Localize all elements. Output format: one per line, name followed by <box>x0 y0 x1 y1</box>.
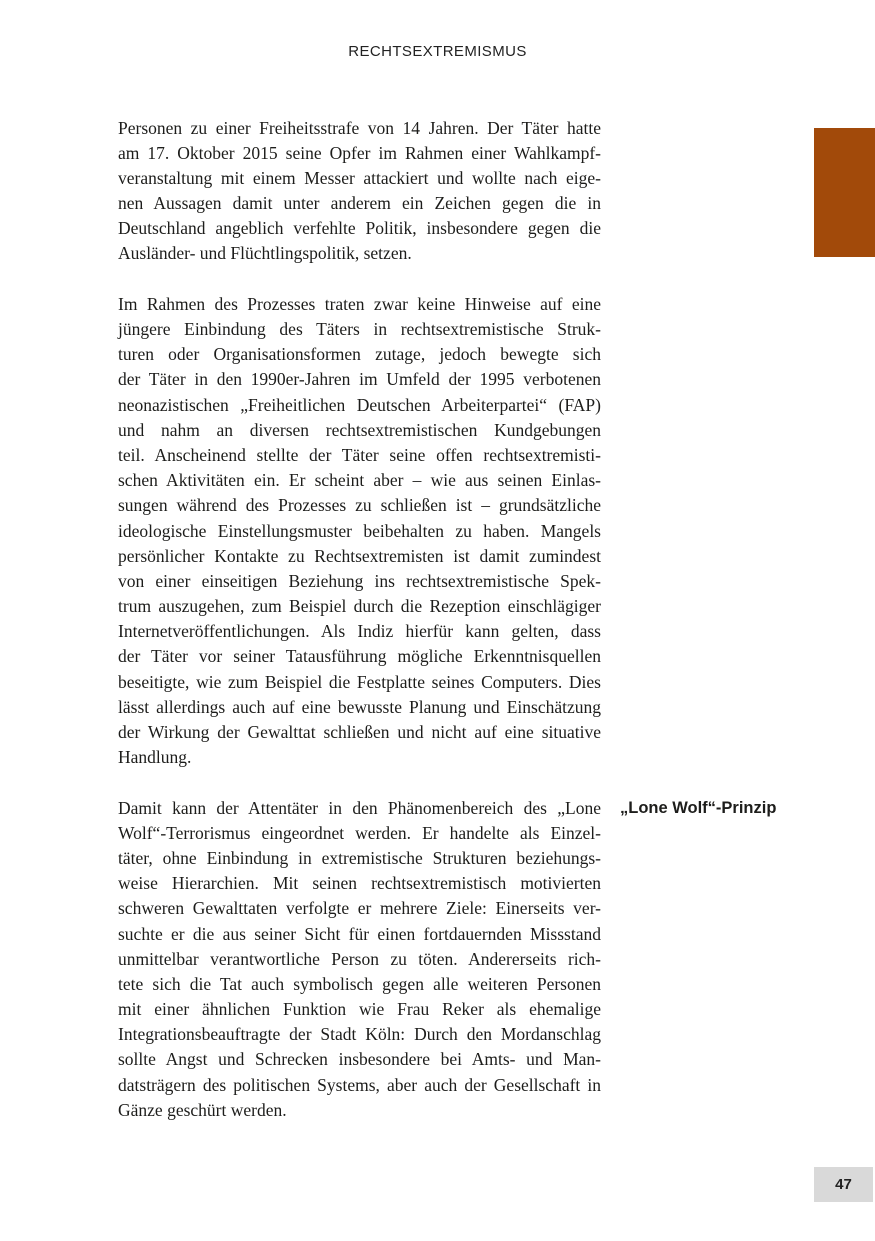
chapter-tab <box>814 128 875 257</box>
text-line: teil. Anscheinend stellte der Täter seine offen rechtsextremisti- <box>118 444 601 465</box>
paragraph <box>118 292 601 771</box>
text-line: beseitigte, wie zum Beispiel die Festplatte seines Computers. Dies <box>118 671 601 692</box>
text-line: neonazistischen „Freiheitlichen Deutschen Arbeiterpartei“ (FAP) <box>118 394 601 415</box>
text-line: am 17. Oktober 2015 seine Opfer im Rahmen einer Wahlkampf- <box>118 142 601 163</box>
text-line: unmittelbar verantwortliche Person zu töten. Andererseits rich- <box>118 948 601 969</box>
text-line: persönlicher Kontakte zu Rechtsextremisten ist damit zumindest <box>118 545 601 566</box>
text-line: sungen während des Prozesses zu schließen ist – grundsätzliche <box>118 495 601 516</box>
text-line: und nahm an diversen rechtsextremistischen Kundgebungen <box>118 419 601 440</box>
text-line: von einer einseitigen Beziehung ins rechtsextremistische Spek- <box>118 570 601 591</box>
text-line: ideologische Einstellungsmuster beibehalten zu haben. Mangels <box>118 520 601 541</box>
paragraph <box>118 796 601 1123</box>
running-header: RECHTSEXTREMISMUS <box>348 43 527 60</box>
text-line: Gänze geschürt werden. <box>118 1099 287 1120</box>
text-line: schweren Gewalttaten verfolgte er mehrere Ziele: Einerseits ver- <box>118 898 601 919</box>
text-line: Personen zu einer Freiheitsstrafe von 14 Jahren. Der Täter hatte <box>118 117 601 138</box>
text-line: Wolf“-Terrorismus eingeordnet werden. Er handelte als Einzel- <box>118 822 601 843</box>
text-line: datsträgern des politischen Systems, aber auch der Gesellschaft in <box>118 1074 601 1095</box>
text-line: nen Aussagen damit unter anderem ein Zeichen gegen die in <box>118 193 601 214</box>
text-line: Im Rahmen des Prozesses traten zwar keine Hinweise auf eine <box>118 293 601 314</box>
text-line: schen Aktivitäten ein. Er scheint aber – wie aus seinen Einlas- <box>118 470 601 491</box>
text-line: weise Hierarchien. Mit seinen rechtsextremistisch motivierten <box>118 873 601 894</box>
text-line: der Wirkung der Gewalttat schließen und nicht auf eine situative <box>118 722 601 742</box>
text-line: Ausländer- und Flüchtlingspolitik, setzen. <box>118 243 412 264</box>
text-line: der Täter in den 1990er-Jahren im Umfeld der 1995 verbotenen <box>118 369 601 390</box>
text-line: Deutschland angeblich verfehlte Politik, insbesondere gegen die <box>118 218 601 239</box>
text-line: tete sich die Tat auch symbolisch gegen alle weiteren Personen <box>118 973 601 994</box>
text-line: jüngere Einbindung des Täters in rechtsextremistische Struk- <box>118 319 601 339</box>
text-line: der Täter vor seiner Tatausführung mögliche Erkenntnisquellen <box>118 646 601 667</box>
text-line: täter, ohne Einbindung in extremistische Strukturen beziehungs- <box>118 847 601 868</box>
text-line: veranstaltung mit einem Messer attackiert und wollte nach eige- <box>118 167 601 188</box>
text-line: trum auszugehen, zum Beispiel durch die Rezeption einschlägiger <box>118 596 601 617</box>
paragraph <box>118 116 601 267</box>
margin-note: „Lone Wolf“-Prinzip <box>620 798 777 817</box>
text-line: Internetveröffentlichungen. Als Indiz hierfür kann gelten, dass <box>118 621 601 642</box>
text-line: Damit kann der Attentäter in den Phänomenbereich des „Lone <box>118 797 601 818</box>
page-number: 47 <box>814 1167 873 1202</box>
text-line: Handlung. <box>118 747 192 768</box>
text-line: Integrationsbeauftragte der Stadt Köln: Durch den Mordanschlag <box>118 1024 601 1045</box>
text-line: mit einer ähnlichen Funktion wie Frau Reker als ehemalige <box>118 999 601 1020</box>
text-line: turen oder Organisationsformen zutage, jedoch bewegte sich <box>118 344 601 365</box>
body-text <box>118 116 601 1149</box>
text-line: lässt allerdings auch auf eine bewusste Planung und Einschätzung <box>118 696 601 717</box>
text-line: sollte Angst und Schrecken insbesondere bei Amts- und Man- <box>118 1049 601 1070</box>
text-line: suchte er die aus seiner Sicht für einen fortdauernden Missstand <box>118 923 601 944</box>
